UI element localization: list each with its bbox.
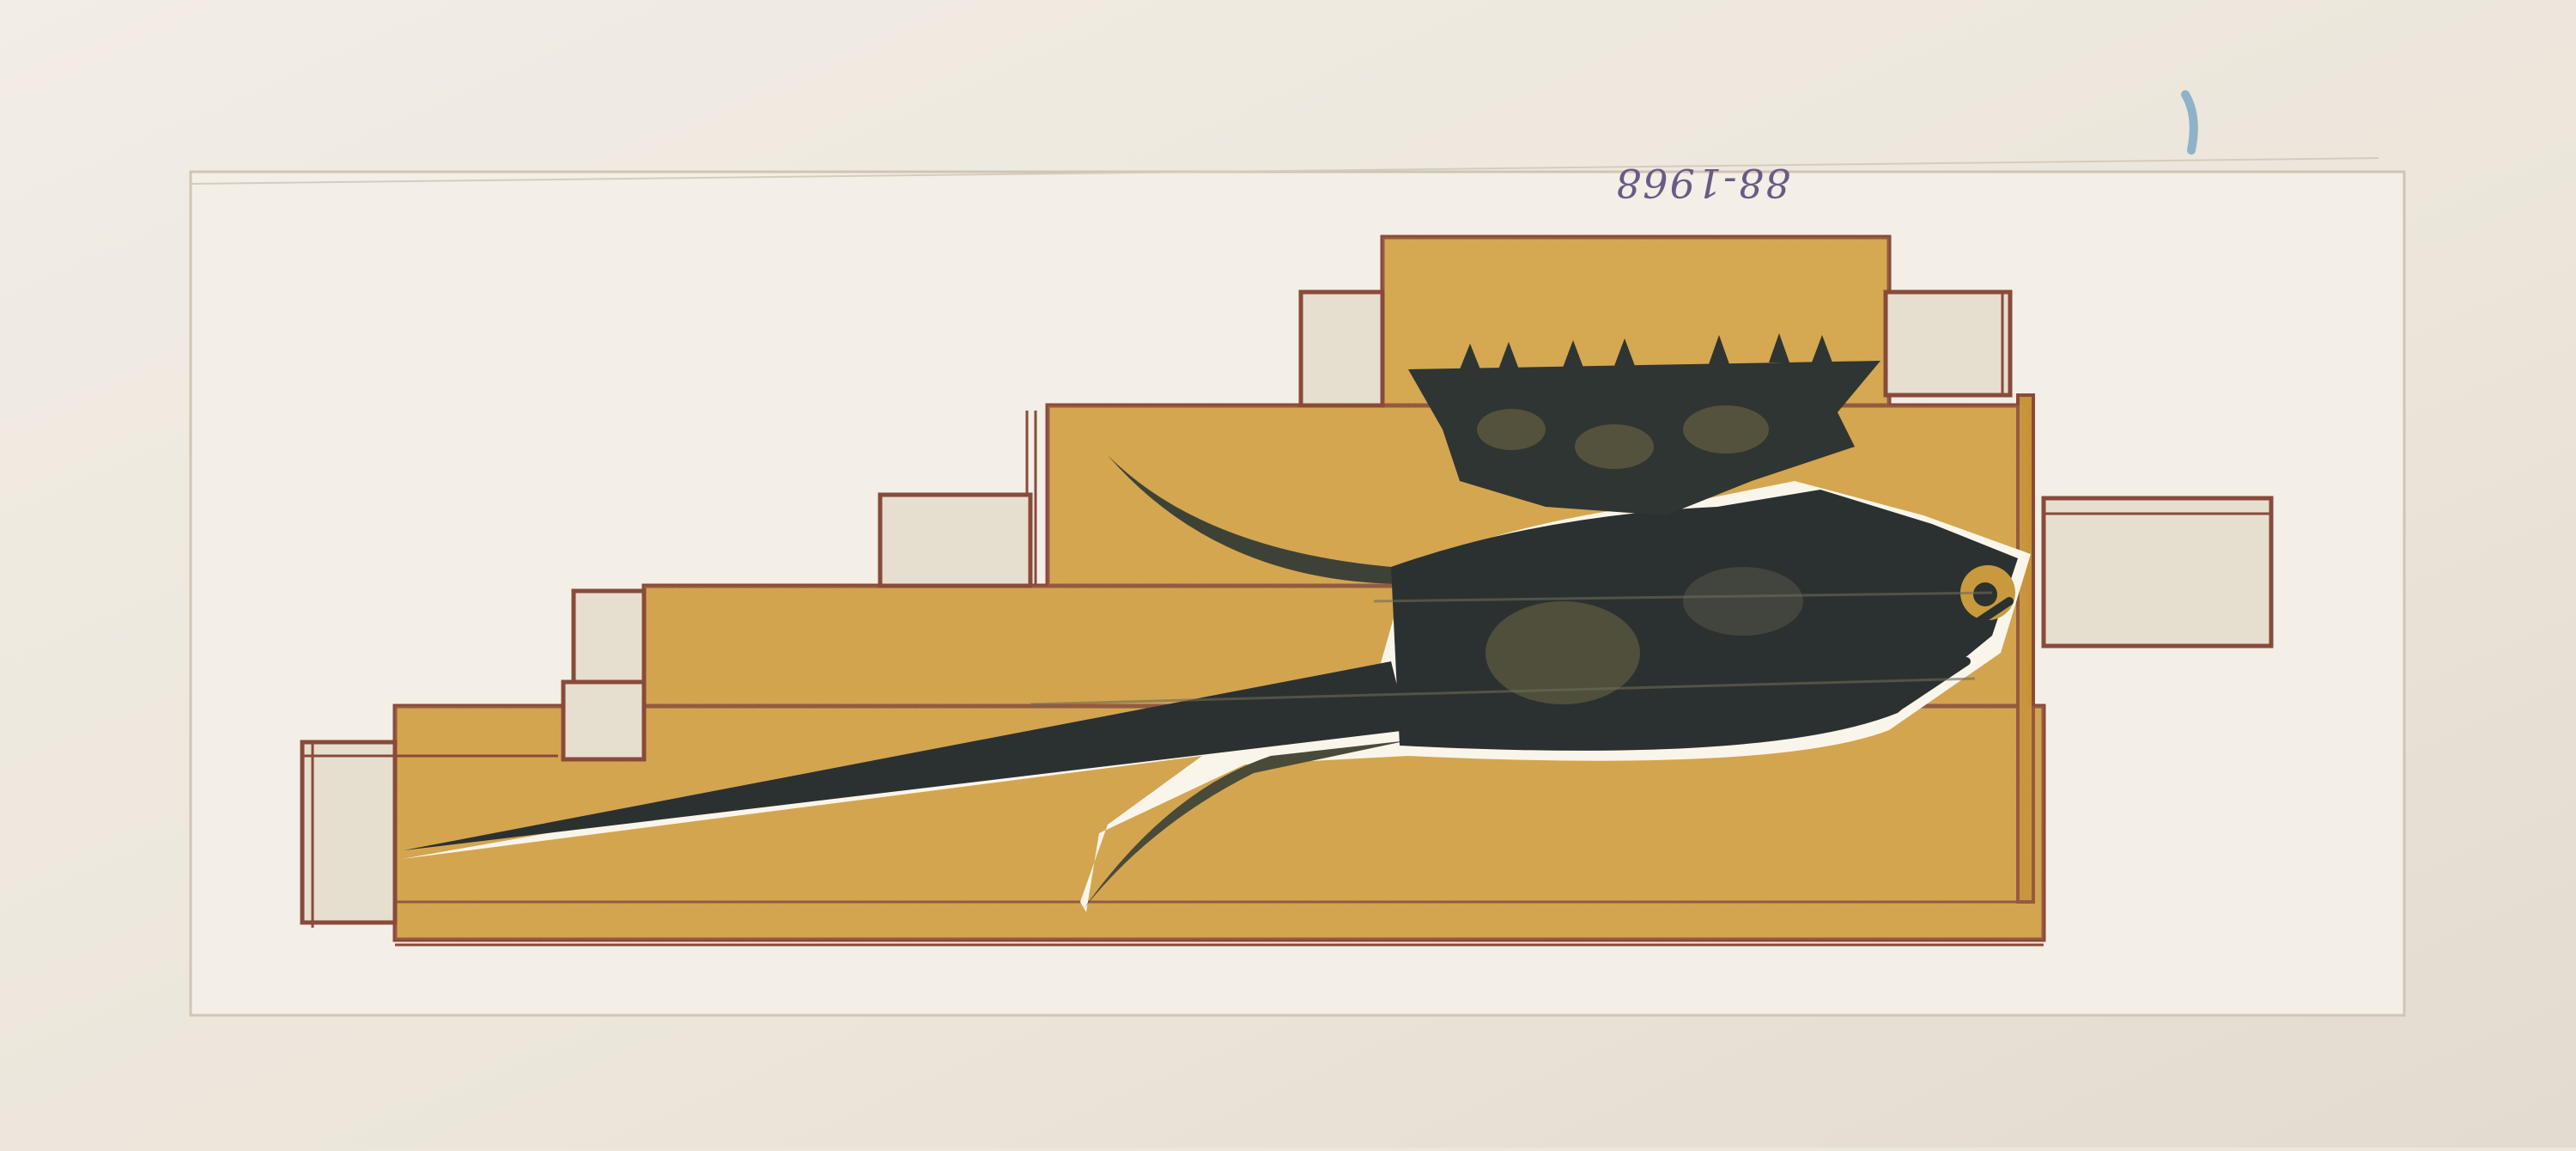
slot-third-left-lower (563, 682, 644, 759)
slot-right (2044, 498, 2271, 646)
slot-top-right (1886, 292, 2010, 395)
eye-pupil (1973, 582, 1997, 606)
slot-bottom-left (302, 742, 395, 923)
body-patch-2 (1683, 567, 1803, 636)
slot-second-left (880, 495, 1030, 586)
inventory-number: 88-1968 (1614, 160, 1791, 206)
slot-third-left (574, 591, 644, 682)
slot-top-left (1301, 292, 1382, 405)
